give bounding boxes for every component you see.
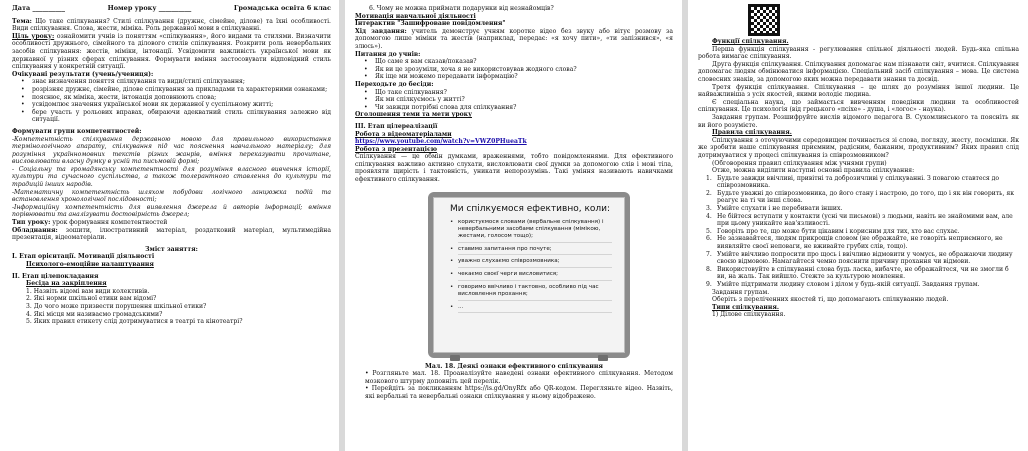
function-1-paragraph: Перша функція спілкування - регулювання спільної діяльності людей. Будь-яка спільна робота вимагає спілкування. [698, 45, 1019, 61]
pupils-questions-heading: Питання до учнів: [355, 50, 421, 58]
competence-heading: Формувати групи компетентностей: [12, 127, 142, 135]
functions-heading: Функції спілкування. [712, 38, 789, 45]
topic-paragraph: Тема: Що таке спілкування? Стилі спілкування (дружнє, сімейне, ділове) та їхні особливості. Види спілкування. Слова, жести, міміка. Роль державної мови в спілкуванні. [12, 17, 331, 33]
list-item: 3. До чого може призвести порушення шкільної етики? [26, 302, 207, 310]
figure-caption: Мал. 18. Деякі ознаки ефективного спілкування [424, 362, 603, 370]
list-item: 4. Які місця ми називаємо громадськими? [26, 310, 163, 318]
equipment-paragraph: Обладнання: зошити, ілюстративний матеріал, роздатковий матеріал, мультимедійна презентація, відеоматеріали. [12, 226, 331, 242]
list-item: • Що саме я вам сказав/показав? [375, 58, 673, 66]
list-item: • бере участь у рольових вправах, обираючи адекватний стиль спілкування залежно від ситуації. [32, 109, 331, 124]
list-item: • знає визначення поняття спілкування та види/стилі спілкування; [32, 78, 331, 86]
competence-item: -Математичну компетентність шляхом побудови логічного ланцюжка подій та встановлення хронологічної послідовності; [12, 188, 331, 204]
list-item: 5. Яких правил етикету слід дотримуватися в театрі та кінотеатрі? [26, 318, 243, 326]
lesson-number-field: Номер уроку __________ [107, 4, 192, 12]
stage-1-subheading: Психолого-емоційне налаштування [26, 261, 154, 268]
whiteboard-title: Ми спілкуємося ефективно, коли: [449, 203, 611, 214]
conversation-list [355, 89, 673, 112]
list-item: • Що таке спілкування? [375, 89, 673, 97]
whiteboard-illustration [428, 192, 630, 358]
psychology-paragraph: Є спеціальна наука, що займається вивченням поведінки людини та особливостей спілкування. Це психологія (від грецького «псіхе» - душа, і «логос» - наука). [698, 98, 1019, 114]
motivation-heading: Мотивація навчальної діяльності [355, 12, 476, 20]
list-item: • Як іще ми можемо передавати інформацію? [375, 73, 673, 81]
board-clip-icon [450, 355, 460, 361]
list-item: • розрізняє дружнє, сімейне, ділове спілкування за прикладами та характерними ознаками; [32, 86, 331, 94]
type-paragraph: Тип уроку: урок формування компетентностей [12, 219, 168, 227]
presentation-work-heading: Робота з презентацією [355, 145, 437, 153]
rules-lead: Отже, можна виділити наступні основні правила спілкування: [712, 167, 915, 175]
list-item: • Як ви це зрозуміли, хоча я не використовував жодного слова? [375, 66, 673, 74]
stage-2-subheading: Бесіда на закріплення [26, 280, 107, 288]
list-item: 7. Умійте ввічливо попросити про щось і ввічливо відмовити у чомусь, не ображаючи людину своєю відмовою. Намагайтеся чемно пояснити причину прохання чи відмови. [717, 251, 1019, 266]
video-link[interactable]: https://www.youtube.com/watch?v=VWZ0PHueaTk [355, 138, 527, 146]
results-list [12, 78, 331, 124]
list-item: • Чи завжди потрібні слова для спілкування? [375, 104, 673, 112]
task-paragraph: Хід завдання: учитель демонструє учням коротке відео без звуку або вітує розмову за допомогою лише міміки та жестів (наприклад, передає: «я хочу пити», «ти запізнився», «я злюсь»). [355, 27, 673, 50]
list-item: • усвідомлює значення української мови як державної у суспільному житті; [32, 101, 331, 109]
list-item: 4. Не бійтеся вступати у контакти (усні чи письмові) з людьми, навіть не знайомими вам, але при цьому уникайте нав'язливості. [717, 213, 1019, 228]
list-item: 5. Говоріть про те, що може бути цікавим і корисним для тих, хто вас слухає. [717, 228, 1019, 236]
list-item: • говоримо ввічливо і тактовно, особливо під час висловлення прохання; [458, 284, 612, 301]
competence-item: - Соціальну та громадянську компетентності для розуміння власного вивчення історії, культури та сучасного суспільства, а також толерантного ставлення до культури та традицій інших народів. [12, 165, 331, 189]
question-6: 6. Чому не можна приймати подарунки від незнайомців? [369, 5, 554, 12]
list-item: • Як ми спілкуємось у житті? [375, 96, 673, 104]
rules-heading: Правила спілкування. [712, 129, 792, 137]
date-field: Дата __________ [12, 4, 65, 12]
group-task-2-text: Оберіть з переліченних якостей ті, що допомагають спілкуванню людей. [712, 296, 949, 304]
function-2-paragraph: Друга функція спілкування. Спілкування допомагає нам пізнавати світ, вчитися. Спілкування допомагає людям обмінюватися інформацією. Спеціальний засіб спілкування – мова. Це система словесних знаків, за допомогою яких можна передавати знання та досвід. [698, 60, 1019, 83]
list-item: 1. Назвіть відомі вам види колективів. [26, 287, 150, 295]
stage-2-heading: ІІ. Етап цілепокладання [12, 272, 99, 280]
stage-3-heading: ІІІ. Етап цілереалізації [355, 122, 438, 130]
document-page-1 [0, 0, 339, 451]
goal-paragraph: Ціль уроку: ознайомити учнів із поняттям «спілкування», його видами та стилями. Визначити особливості дружнього, сімейного та ділового стилів спілкування. Розкрити роль невербальних засобів спілкування: жестів, міміки, інтонації. Усвідомити важливість української мови як державної у різних сферах спілкування. Формувати вміння застосовувати відповідний стиль спілкування у конкретній ситуації. [12, 32, 331, 71]
list-item: • пояснює, як міміка, жести, інтонація доповнюють слова; [32, 94, 331, 102]
rules-intro: Спілкування з оточуючими середовищем починається зі слова, погляду, жесту, посмішки. Як же зробити наше спілкування приємним, радісним, бажаним, продуктивним? Яких правил слід дотримуватися у процесі спілкування із співрозмовником? [698, 136, 1019, 159]
course-title: Зміст заняття: [145, 245, 198, 253]
lesson-header [12, 5, 331, 13]
class-title: Громадська освіта 6 клас [233, 4, 331, 12]
board-clip-icon [598, 355, 608, 361]
list-item: 9. Умійте підтримати людину словом і ділом у будь-якій ситуації. Завдання групам. [717, 281, 1019, 289]
list-item: • чекаємо своєї черги висловитися; [458, 271, 612, 281]
function-3-paragraph: Третя функція спілкування. Спілкування – це шлях до розуміння іншої людини. Це найважливіша з усіх якостей, якими володіє людина. [698, 83, 1019, 99]
presentation-paragraph: Спілкування — це обмін думками, враженнями, тобто повідомленнями. Для ефективного спілкування важливо активно слухати, висловлювати свої думки за допомогою слів і мові тіла, проявляти щирість і тактовність, уникати непорозумінь. Такі уміння називають навичками ефективного спілкування. [355, 153, 673, 184]
list-item: 1. Будьте завжди ввічливі, привітні та доброзичливі у спілкуванні. З повагою ставтеся до співрозмовника. [717, 175, 1019, 190]
questions-list [12, 288, 331, 326]
list-item: 3. Умійте слухати і не перебивати інших. [717, 205, 1019, 213]
list-item: 6. Не зазнавайтеся, людям прикрощів словом (не ображайте, не говоріть неприємного, не виявляйте своєї неповаги, не вживайте грубих слів, тощо). [717, 235, 1019, 250]
list-item: 8. Використовуйте в спілкуванні слова будь ласка, вибачте, не ображайтеся, чи не змогли б ви, на жаль. Так вийшло. Стежте за культурою мовлення. [717, 266, 1019, 281]
list-item: • користуємося словами (вербальне спілкування) і невербальними засобами спілкування (мімікою, жестами, голосом тощо); [458, 219, 612, 242]
group-task-1: Завдання групам. Розшифруйте вислів відомого педагога В. Сухомлинського та поясніть як ви його розумієте. [698, 113, 1019, 129]
list-item: 2. Будьте уважні до співрозмовника, до його стану і настрою, до того, що і як він говорить, як реагує на ті чи інші слова. [717, 190, 1019, 205]
document-page-3 [688, 0, 1028, 451]
types-first-item: 1) Ділове спілкування. [712, 311, 786, 319]
qr-code-icon [748, 4, 780, 36]
list-item: • ... [458, 304, 612, 314]
document-page-2 [345, 0, 682, 451]
competence-item: -Компетентність спілкування державною мовою для правильного використання термінологічного апарату, спілкування під час пояснення навчального матеріалу; для розуміння українномовних текстів різних жанрів, вміння переказувати прочитане, висловлювати власну думку в усній та письмовій формі; [12, 135, 331, 166]
stage-1-heading: І. Етап орієнтації. Мотивації діяльності [12, 253, 155, 261]
interactive-heading: Інтерактив "Зашифроване повідомлення" [355, 20, 506, 28]
discussion-note: (Обговорення правил спілкування між учнями групи) [712, 159, 887, 167]
results-heading: Очікувані результати (учень/учениця): [12, 70, 154, 78]
whiteboard-list [448, 219, 612, 313]
types-heading: Типи спілкування. [712, 303, 779, 311]
list-item: • ставимо запитання про почуте; [458, 246, 612, 256]
pupils-questions-list [355, 58, 673, 81]
conversation-heading: Переходьте до бесіди: [355, 80, 434, 88]
rules-list [698, 175, 1019, 289]
announcement-heading: Оголошення теми та мети уроку [355, 111, 472, 119]
list-item: 2. Які норми шкільної етики вам відомі? [26, 295, 157, 303]
group-task-2-heading: Завдання групам. [712, 288, 770, 296]
video-work-heading: Робота з відеоматеріалами [355, 130, 452, 138]
list-item: • уважно слухаємо співрозмовника; [458, 258, 612, 268]
whiteboard-surface [433, 197, 625, 353]
bottom-task-1: • Розгляньте мал. 18. Проаналізуйте наведені ознаки ефективного спілкування. Методом мозкового штурму доповніть цей перелік. [365, 370, 673, 385]
competence-item: -Інформаційну компетентність для виявлення джерела й авторів інформації; вміння порівнювати та аналізувати достовірність джерел; [12, 203, 331, 219]
bottom-task-2: • Перейдіть за покликанням https://is.gd/OnyRfx або QR-кодом. Перегляньте відео. Назвіть, які вербальні та невербальні ознаки спілкування у ньому відображено. [365, 385, 673, 401]
